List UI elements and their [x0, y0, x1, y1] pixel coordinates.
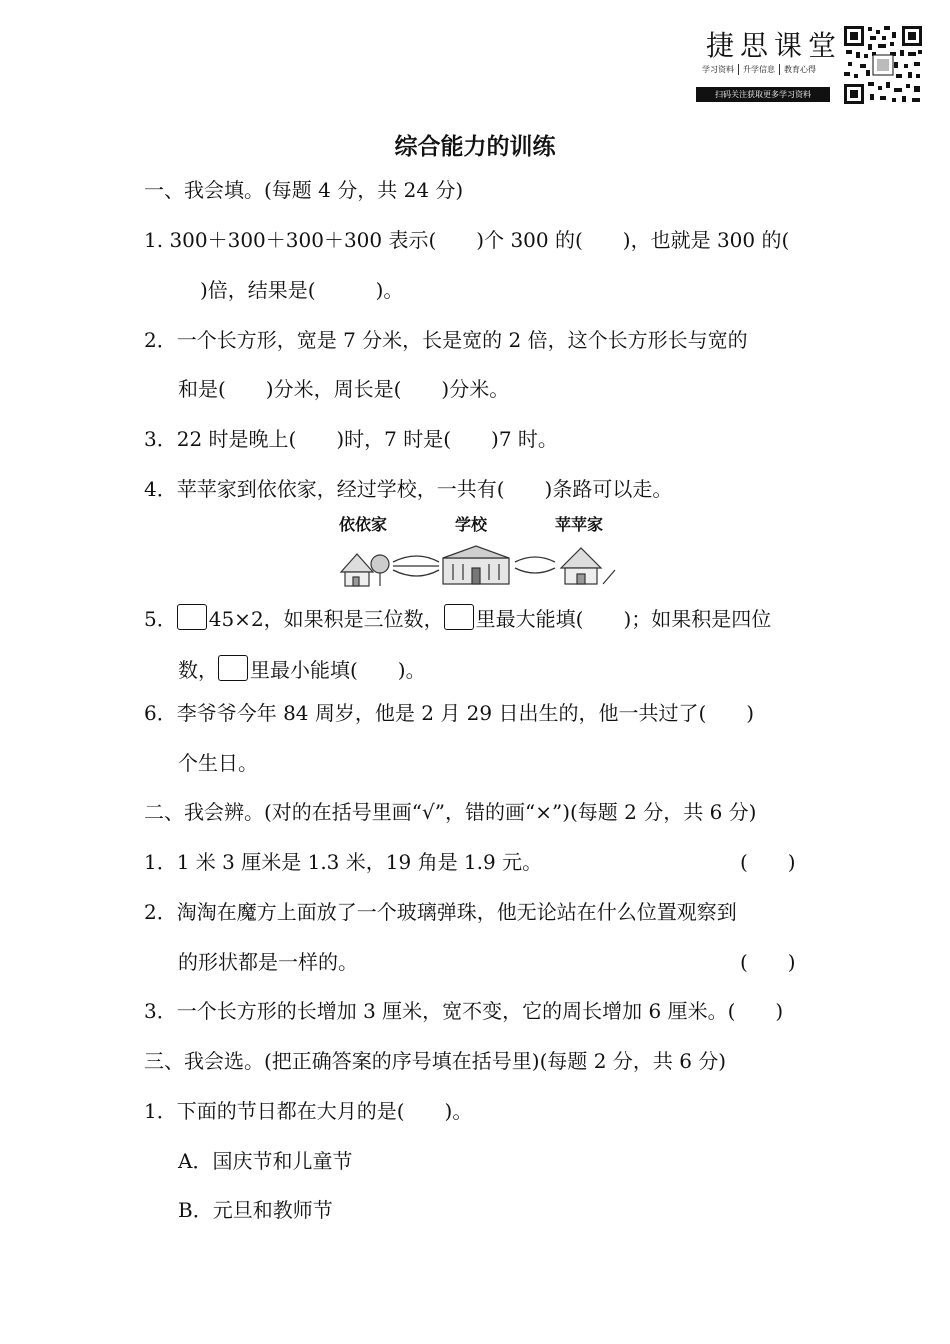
qr-code-icon[interactable]: [842, 24, 924, 106]
scan-prompt: 扫码关注获取更多学习资料: [696, 87, 830, 102]
s2-q3: 3．一个长方形的长增加 3 厘米，宽不变，它的周长增加 6 厘米。( ): [144, 999, 784, 1023]
s1-q5-line1: [144, 604, 771, 631]
section3-heading: 三、我会选。(把正确答案的序号填在括号里)(每题 2 分，共 6 分): [144, 1049, 727, 1073]
s2-q1-answer-paren: ( ): [740, 850, 796, 874]
s1-q1-line1: 1. 300＋300＋300＋300 表示( )个 300 的( )，也就是 300 的(: [144, 228, 790, 252]
school-icon: [443, 546, 509, 584]
s3-q1-option-a: A．国庆节和儿童节: [178, 1149, 353, 1173]
brand-tags: [698, 64, 820, 75]
section2-heading: 二、我会辨。(对的在括号里画“√”，错的画“×”)(每题 2 分，共 6 分): [144, 800, 757, 824]
s2-q2-answer-paren: ( ): [740, 950, 796, 974]
s1-q2-line1: 2．一个长方形，宽是 7 分米，长是宽的 2 倍，这个长方形长与宽的: [144, 328, 748, 352]
route-drawing: [335, 534, 620, 590]
label-pingping-home: 苹苹家: [555, 515, 604, 534]
tag-study-materials: 学习资料: [698, 64, 739, 75]
label-school: 学校: [455, 515, 488, 534]
route-illustration: [335, 512, 620, 590]
tag-education-insights: 教育心得: [784, 65, 816, 74]
blank-box: [218, 655, 248, 681]
s1-q2-line2: 和是( )分米，周长是( )分米。: [178, 377, 510, 401]
s1-q5-text-d: 里最小能填( )。: [250, 658, 426, 682]
blank-box: [444, 604, 474, 630]
s1-q5-text-c: 数，: [178, 658, 218, 682]
s1-q5-line2: [178, 655, 426, 682]
s1-q4: 4．苹苹家到依依家，经过学校，一共有( )条路可以走。: [144, 477, 673, 501]
s2-q1: 1．1 米 3 厘米是 1.3 米，19 角是 1.9 元。: [144, 850, 543, 874]
pingping-house-icon: [561, 548, 615, 584]
label-yiyi-home: 依依家: [339, 515, 388, 534]
tag-admission-info: 升学信息: [739, 64, 780, 75]
blank-box: [177, 604, 207, 630]
s1-q5-text-a: 45×2，如果积是三位数，: [208, 607, 444, 631]
s2-q2-line2: 的形状都是一样的。: [178, 950, 358, 974]
section1-heading: 一、我会填。(每题 4 分，共 24 分): [144, 178, 464, 202]
s1-q6-line1: 6．李爷爷今年 84 周岁，他是 2 月 29 日出生的，他一共过了( ): [144, 701, 755, 725]
s3-q1: 1．下面的节日都在大月的是( )。: [144, 1099, 473, 1123]
s1-q5-text-b: 里最大能填( )；如果积是四位: [475, 607, 772, 631]
s1-q3: 3．22 时是晚上( )时，7 时是( )7 时。: [144, 427, 558, 451]
brand-logo-text: 捷思课堂: [706, 29, 843, 62]
yiyi-house-icon: [341, 554, 389, 586]
s1-q1-line2: )倍，结果是( )。: [200, 278, 404, 302]
s3-q1-option-b: B．元旦和教师节: [178, 1198, 333, 1222]
s1-q6-line2: 个生日。: [178, 751, 258, 775]
s2-q2-line1: 2．淘淘在魔方上面放了一个玻璃弹珠，他无论站在什么位置观察到: [144, 900, 737, 924]
s1-q5-number: 5．: [144, 607, 177, 631]
page-title: 综合能力的训练: [394, 134, 556, 160]
